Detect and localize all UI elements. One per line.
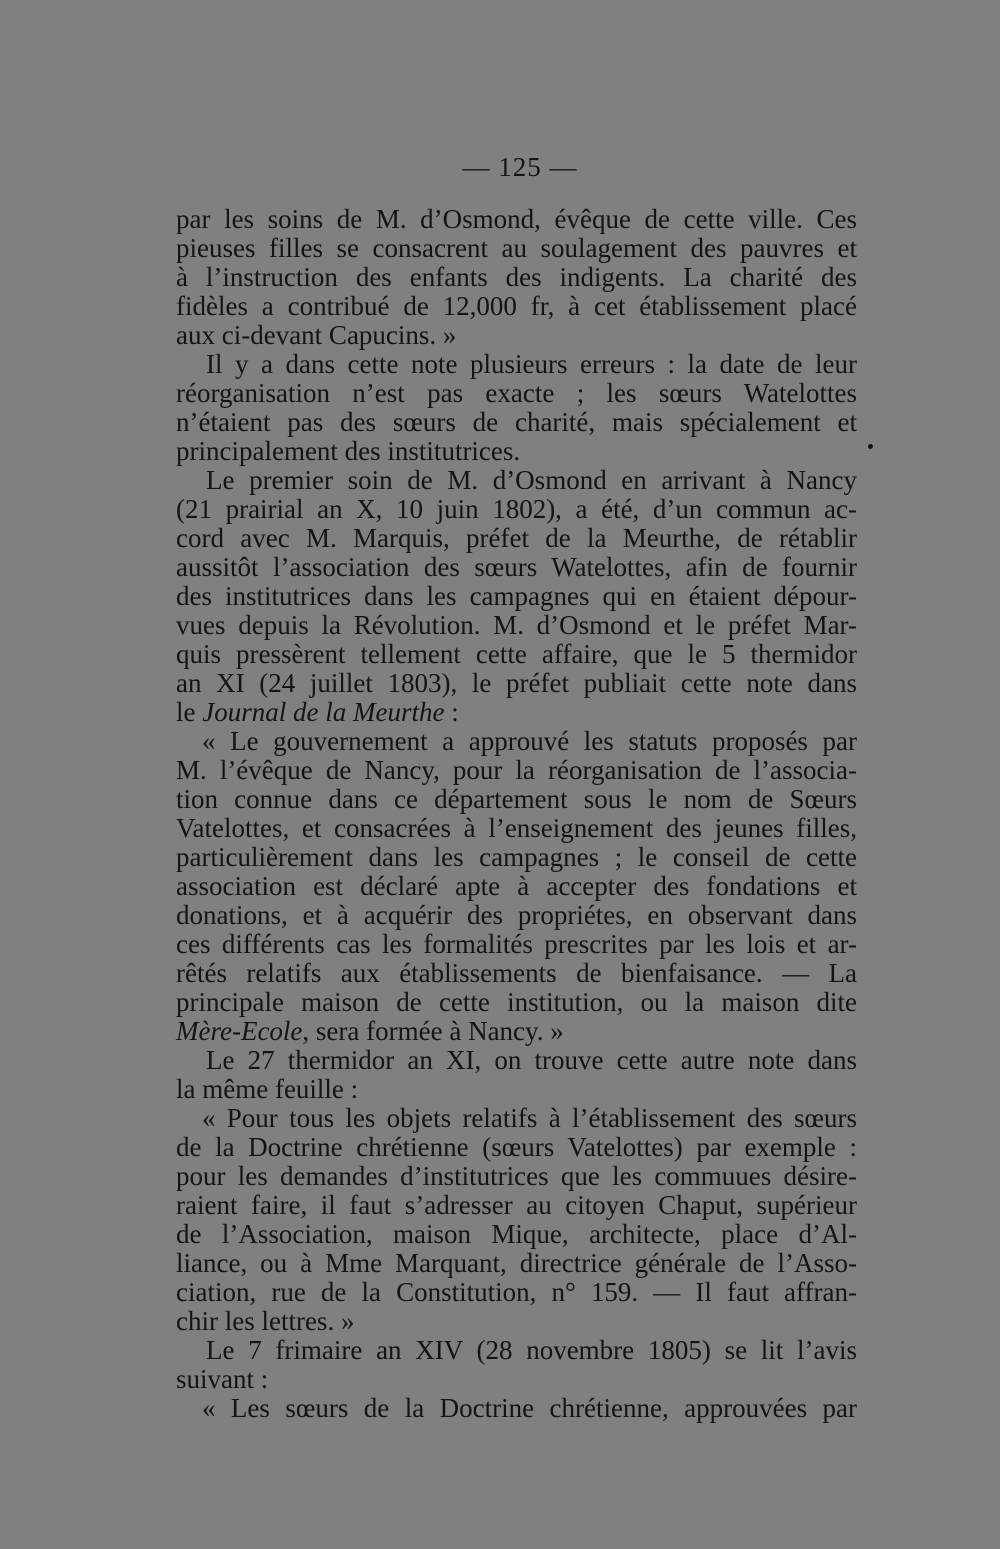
text-line: pour les demandes d’institutrices que les commuues désire- — [176, 1161, 857, 1191]
text-line: de l’Association, maison Mique, architecte, place d’Al- — [176, 1219, 857, 1249]
text-line: suivant : — [176, 1364, 269, 1394]
text-line: aussitôt l’association des sœurs Watelottes, afin de fournir — [176, 552, 857, 582]
text-line: rêtés relatifs aux établissements de bienfaisance. — La — [176, 958, 857, 988]
text-line: vues depuis la Révolution. M. d’Osmond et le préfet Mar- — [176, 610, 857, 640]
italic-title: Journal de la Meurthe — [202, 697, 445, 727]
text-line: de la Doctrine chrétienne (sœurs Vatelottes) par exemple : — [176, 1132, 857, 1162]
text-line: donations, et à acquérir des propriétes, en observant dans — [176, 900, 857, 930]
text-line: Il y a dans cette note plusieurs erreurs : la date de leur — [206, 349, 857, 379]
text-line: raient faire, il faut s’adresser au citoyen Chaput, supérieur — [176, 1190, 857, 1220]
text-line: principale maison de cette institution, ou la maison dite — [176, 987, 857, 1017]
text-line: Vatelottes, et consacrées à l’enseignement des jeunes filles, — [176, 813, 857, 843]
page-number: — 125 — — [462, 152, 578, 182]
text-line: réorganisation n’est pas exacte ; les sœurs Watelottes — [176, 378, 857, 408]
text-line: Le 7 frimaire an XIV (28 novembre 1805) se lit l’avis — [206, 1335, 857, 1365]
text-line: liance, ou à Mme Marquant, directrice générale de l’Asso- — [176, 1248, 857, 1278]
text-line: « Pour tous les objets relatifs à l’établissement des sœurs — [202, 1103, 857, 1133]
text-line: des institutrices dans les campagnes qui en étaient dépour- — [176, 581, 857, 611]
text-line: par les soins de M. d’Osmond, évêque de cette ville. Ces — [176, 204, 857, 234]
text-line: Le premier soin de M. d’Osmond en arrivant à Nancy — [206, 465, 857, 495]
ink-speck — [868, 444, 873, 449]
text-line: M. l’évêque de Nancy, pour la réorganisation de l’associa- — [176, 755, 857, 785]
text-line: (21 prairial an X, 10 juin 1802), a été, d’un commun ac- — [176, 494, 857, 524]
text-line: « Le gouvernement a approuvé les statuts proposés par — [202, 726, 857, 756]
text-line: particulièrement dans les campagnes ; le conseil de cette — [176, 842, 857, 872]
text-line: chir les lettres. » — [176, 1306, 355, 1336]
text-line: ces différents cas les formalités prescrites par les lois et ar- — [176, 929, 857, 959]
text-line: an XI (24 juillet 1803), le préfet publiait cette note dans — [176, 668, 857, 698]
text-line: fidèles a contribué de 12,000 fr, à cet établissement placé — [176, 291, 857, 321]
text-line: Le 27 thermidor an XI, on trouve cette autre note dans — [206, 1045, 857, 1075]
text-line: aux ci-devant Capucins. » — [176, 320, 457, 350]
text-line: n’étaient pas des sœurs de charité, mais spécialement et — [176, 407, 857, 437]
text-line: ciation, rue de la Constitution, n° 159. — Il faut affran- — [176, 1277, 857, 1307]
italic-title: Mère-Ecole — [176, 1016, 303, 1046]
text-line: principalement des institutrices. — [176, 436, 521, 466]
text-line: « Les sœurs de la Doctrine chrétienne, approuvées par — [202, 1393, 857, 1423]
text-line: cord avec M. Marquis, préfet de la Meurthe, de rétablir — [176, 523, 857, 553]
text-line: la même feuille : — [176, 1074, 359, 1104]
text-line: pieuses filles se consacrent au soulagement des pauvres et — [176, 233, 857, 263]
text-line: association est déclaré apte à accepter des fondations et — [176, 871, 857, 901]
text-line: quis pressèrent tellement cette affaire, que le 5 thermidor — [176, 639, 857, 669]
text-line: tion connue dans ce département sous le nom de Sœurs — [176, 784, 857, 814]
body-text — [176, 205, 857, 1423]
text-line: à l’instruction des enfants des indigents. La charité des — [176, 262, 857, 292]
text-line: Mère-Ecole, sera formée à Nancy. » — [176, 1016, 564, 1046]
text-line: le Journal de la Meurthe : — [176, 697, 459, 727]
